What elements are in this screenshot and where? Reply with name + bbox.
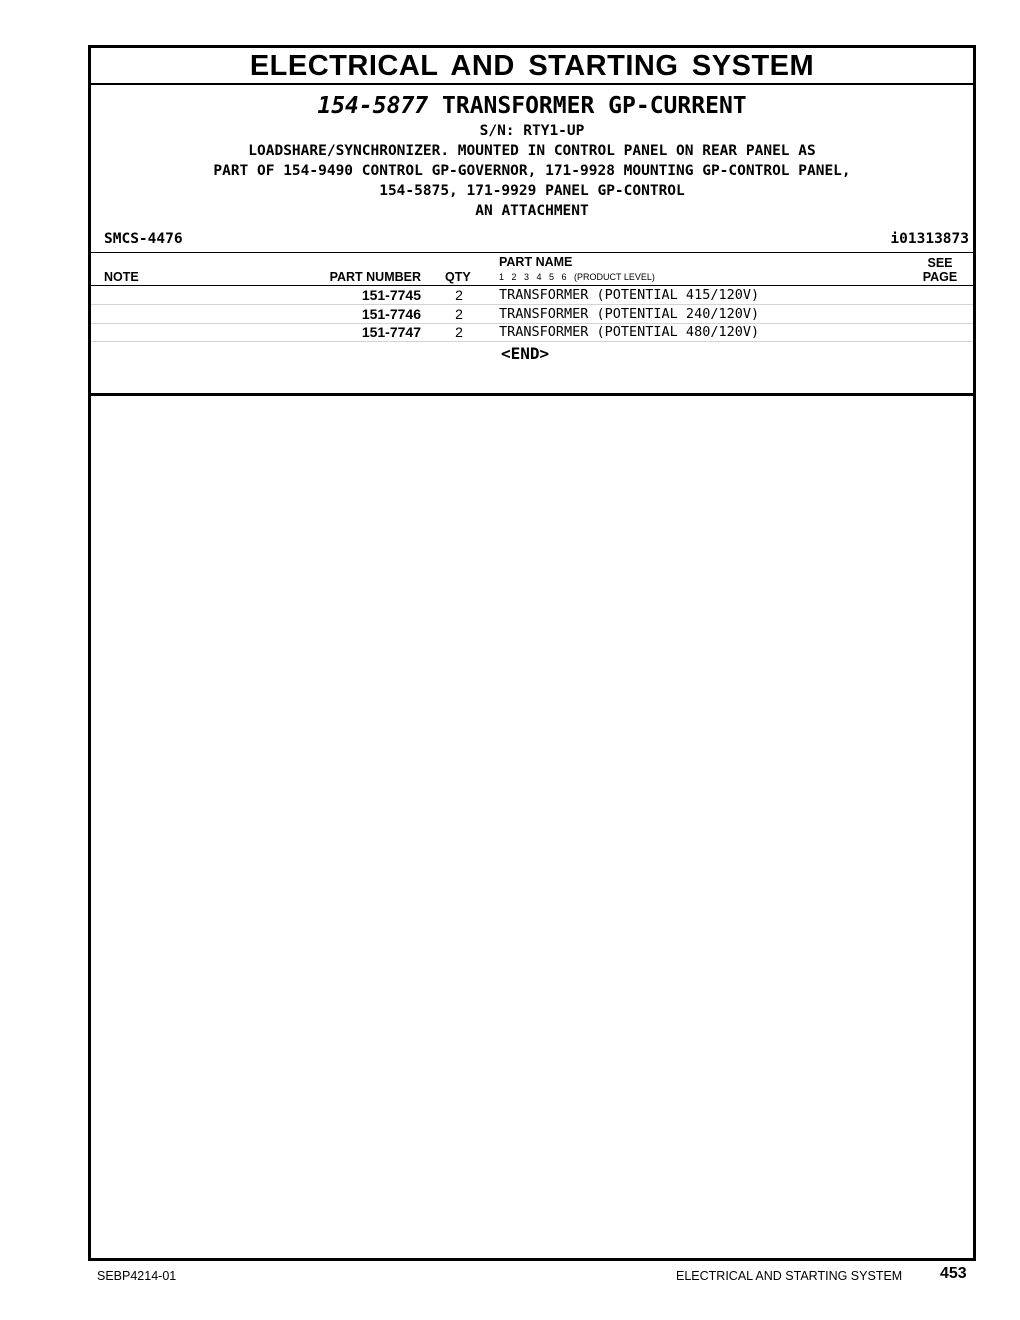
description-line: LOADSHARE/SYNCHRONIZER. MOUNTED IN CONTROL PANEL ON REAR PANEL AS bbox=[248, 143, 816, 159]
illustration-reference[interactable]: i01313873 bbox=[890, 231, 969, 247]
qty-cell: 2 bbox=[455, 306, 463, 322]
see-header: SEE bbox=[927, 256, 953, 270]
qty-cell: 2 bbox=[455, 287, 463, 303]
smcs-code: SMCS-4476 bbox=[104, 231, 183, 247]
section-title: ELECTRICAL AND STARTING SYSTEM bbox=[91, 48, 973, 85]
part-name-cell: TRANSFORMER (POTENTIAL 415/120V) bbox=[499, 287, 760, 303]
serial-number: S/N: RTY1-UP bbox=[479, 123, 585, 139]
qty-header: QTY bbox=[445, 270, 471, 284]
table-row bbox=[91, 286, 973, 305]
qty-cell: 2 bbox=[455, 324, 463, 340]
description-line: AN ATTACHMENT bbox=[475, 203, 589, 219]
product-level-header: 1 2 3 4 5 6 (PRODUCT LEVEL) bbox=[499, 272, 655, 282]
footer-doc-number: SEBP4214-01 bbox=[97, 1269, 177, 1283]
description-line: 154-5875, 171-9929 PANEL GP-CONTROL bbox=[379, 183, 685, 199]
footer-page-number: 453 bbox=[940, 1265, 967, 1282]
part-number-cell[interactable]: 151-7746 bbox=[361, 306, 421, 322]
part-number-header: PART NUMBER bbox=[329, 270, 421, 284]
parts-page-frame bbox=[88, 45, 976, 1261]
note-header: NOTE bbox=[104, 270, 139, 284]
group-title bbox=[91, 92, 973, 120]
page-header: PAGE bbox=[922, 270, 958, 284]
part-number-cell[interactable]: 151-7747 bbox=[361, 324, 421, 340]
table-row bbox=[91, 305, 973, 324]
group-part-number[interactable]: 154-5877 bbox=[317, 93, 429, 119]
table-top-divider bbox=[91, 252, 973, 253]
description-line: PART OF 154-9490 CONTROL GP-GOVERNOR, 171-9928 MOUNTING GP-CONTROL PANEL, bbox=[213, 163, 851, 179]
table-row bbox=[91, 323, 973, 342]
part-name-cell: TRANSFORMER (POTENTIAL 480/120V) bbox=[499, 324, 760, 340]
end-marker: <END> bbox=[501, 344, 550, 363]
part-name-cell: TRANSFORMER (POTENTIAL 240/120V) bbox=[499, 306, 760, 322]
group-bottom-divider bbox=[91, 393, 973, 396]
part-number-cell[interactable]: 151-7745 bbox=[361, 287, 421, 303]
group-name: TRANSFORMER GP-CURRENT bbox=[442, 93, 747, 119]
footer-section-title: ELECTRICAL AND STARTING SYSTEM bbox=[676, 1269, 903, 1283]
part-name-header: PART NAME bbox=[499, 255, 573, 269]
